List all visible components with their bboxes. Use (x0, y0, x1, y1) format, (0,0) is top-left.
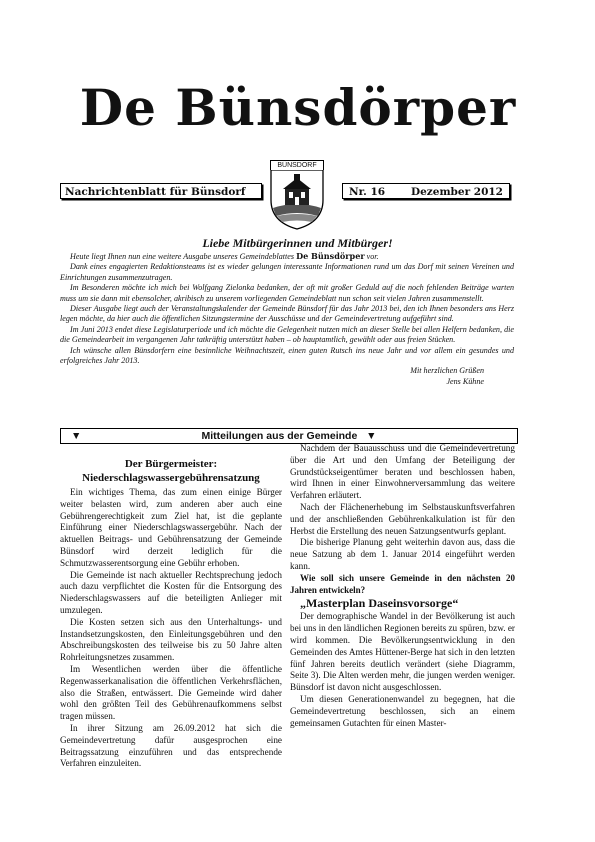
arrow-down-icon: ▼ (71, 430, 82, 442)
crest-icon (270, 170, 324, 230)
masterplan-heading: „Masterplan Daseinsvorsorge“ (300, 596, 459, 611)
intro-paragraph: Ich wünsche allen Bünsdorfern eine besinnliche Weihnachtszeit, einen guten Rutsch ins neue Jahr und vor allem ein gesundes und erfolgreiches Jahr 2013. (60, 345, 514, 366)
masthead-title: De Bünsdörper (79, 78, 517, 137)
article-paragraph: Ein wichtiges Thema, das zum einen einige Bürger weiter belasten wird, zum anderen aber auch eine Gebührengerechtigkeit zum Ziel hat, ist die geplante Einführung einer Niederschlagswassergebühr. Nach der aktuellen Beitrags- und Gebührensatzung der Gemeinde Bünsdorf wird derzeit lediglich für die Schmutzwasserentsorgung eine Gebühr erhoben. (60, 487, 282, 568)
article-paragraph: Nachdem der Bauausschuss und die Gemeindevertretung über die Art und den Umfang der Beteiligung der Grundstückseigentümer beraten und beschlossen haben, wird Ihnen in einer Einwohnerversammlung das weitere Verfahren erläutert. (290, 443, 515, 501)
article-paragraph: In ihrer Sitzung am 26.09.2012 hat sich die Gemeindevertretung dafür ausgesprochen eine Beitragssatzung einzuführen und das entsprechende Verfahren einzuleiten. (60, 722, 282, 769)
article-paragraph: Die bisherige Planung geht weiterhin davon aus, dass die neue Satzung ab dem 1. Januar 2014 eingeführt werden kann. (290, 537, 515, 571)
article-paragraph: Um diesen Generationenwandel zu begegnen, hat die Gemeindevertretung beschlossen, sich an einem gemeinsamen Gutachten für einen Master- (290, 693, 515, 728)
article-column-right (290, 443, 515, 729)
signature: Jens Kühne (446, 376, 484, 386)
article-paragraph: Der demographische Wandel in der Bevölkerung ist auch bei uns in den ländlichen Regionen bereits zu spüren, bzw. er wird kommen. Die Bevölkerungsentwicklung in den Gemeinden des Amtes Hüttener-Berge hat sich in den letzten fünf Jahren bereits deutlich verändert (siehe Diagramm, Seite 3). Die Alten werden mehr, die jungen werden weniger. Bünsdorf ist davon nicht ausgeschlossen. (290, 611, 515, 693)
question-heading: Wie soll sich unsere Gemeinde in den nächsten 20 Jahren entwickeln? (290, 572, 515, 595)
intro-heading: Liebe Mitbürgerinnen und Mitbürger! (202, 236, 393, 250)
arrow-down-icon: ▼ (366, 430, 377, 442)
crest-label: BÜNSDORF (270, 160, 324, 170)
article-paragraph: Im Wesentlichen werden über die öffentliche Regenwasserkanalisation die öffentlichen Verkehrsflächen, also die Straßen, entwässert. Die Gemeinde wird daher wohl den größten Teil des Gebührenaufkommens selbst tragen müssen. (60, 663, 282, 722)
intro-paragraph: Dieser Ausgabe liegt auch der Veranstaltungskalender der Gemeinde Bünsdorf für das Jahr 2013 bei, den ich Ihnen besonders ans Herz legen möchte, da hier auch die öffentlichen Sitzungstermine der Ausschüsse und der Gemeindevertretung aufgeführt sind. (60, 304, 514, 324)
intro-paragraph: Im Besonderen möchte ich mich bei Wolfgang Zielonka bedanken, der oft mit großer Geduld auf die noch fehlenden Beiträge warten muss um sie dann mit ebensolcher, akribisch zu unserem vorliegenden Gemeindeblatt nun schon seit vielen Jahren zusammenstellt. (60, 283, 514, 303)
article-paragraph: Die Gemeinde ist nach aktueller Rechtsprechung jedoch auch dazu verpflichtet die Kosten für die Entsorgung des Niederschlagswassers auf die beteiligten Anlieger mit umzulegen. (60, 569, 282, 615)
section-title: Mitteilungen aus der Gemeinde (201, 430, 358, 442)
article-paragraph: Nach der Flächenerhebung im Selbstauskunftsverfahren und der anschließenden Gebührenkalkulation ist für den Herbst die Erstellung des neuen Satzungsentwurfs geplant. (290, 501, 515, 536)
coat-of-arms (270, 160, 324, 230)
intro-paragraph: Heute liegt Ihnen nun eine weitere Ausgabe unseres Gemeindeblattes De Bünsdörper vor. (70, 251, 379, 261)
section-header (60, 428, 518, 444)
article-paragraph: Die Kosten setzen sich aus den Unterhaltungs- und Instandsetzungskosten, den Einleitungsgebühren und den Abschreibungskosten des teilweise bis zu 50 Jahre alten Rohrleitungsnetzes zusammen. (60, 616, 282, 663)
greeting: Mit herzlichen Grüßen (410, 366, 484, 376)
subtitle-box: Nachrichtenblatt für Bünsdorf (60, 183, 262, 199)
article-title: Niederschlagswassergebührensatzung (82, 472, 260, 484)
article-column-left (60, 455, 282, 770)
issue-number: Nr. 16 (349, 186, 386, 198)
issue-box (342, 183, 510, 199)
intro-paragraph: Im Juni 2013 endet diese Legislaturperiode und ich möchte die Gelegenheit nutzen mich an dieser Stelle bei allen Helfern bedanken, die die Gemeindearbeit im vergangenen Jahr tatkräftig unterstützt haben – ob hauptamtlich, gewählt oder aus freien Stücken. (60, 324, 514, 345)
intro-letter (60, 251, 514, 387)
newsletter-name: De Bünsdörper (296, 251, 365, 261)
intro-paragraph: Dank eines engagierten Redaktionsteams ist es wieder gelungen interessante Informationen rund um das Dorf mit seinen Vereinen und Einrichtungen zusammenzutragen. (60, 262, 514, 282)
article-kicker: Der Bürgermeister: (124, 458, 218, 470)
issue-date: Dezember 2012 (411, 186, 503, 198)
